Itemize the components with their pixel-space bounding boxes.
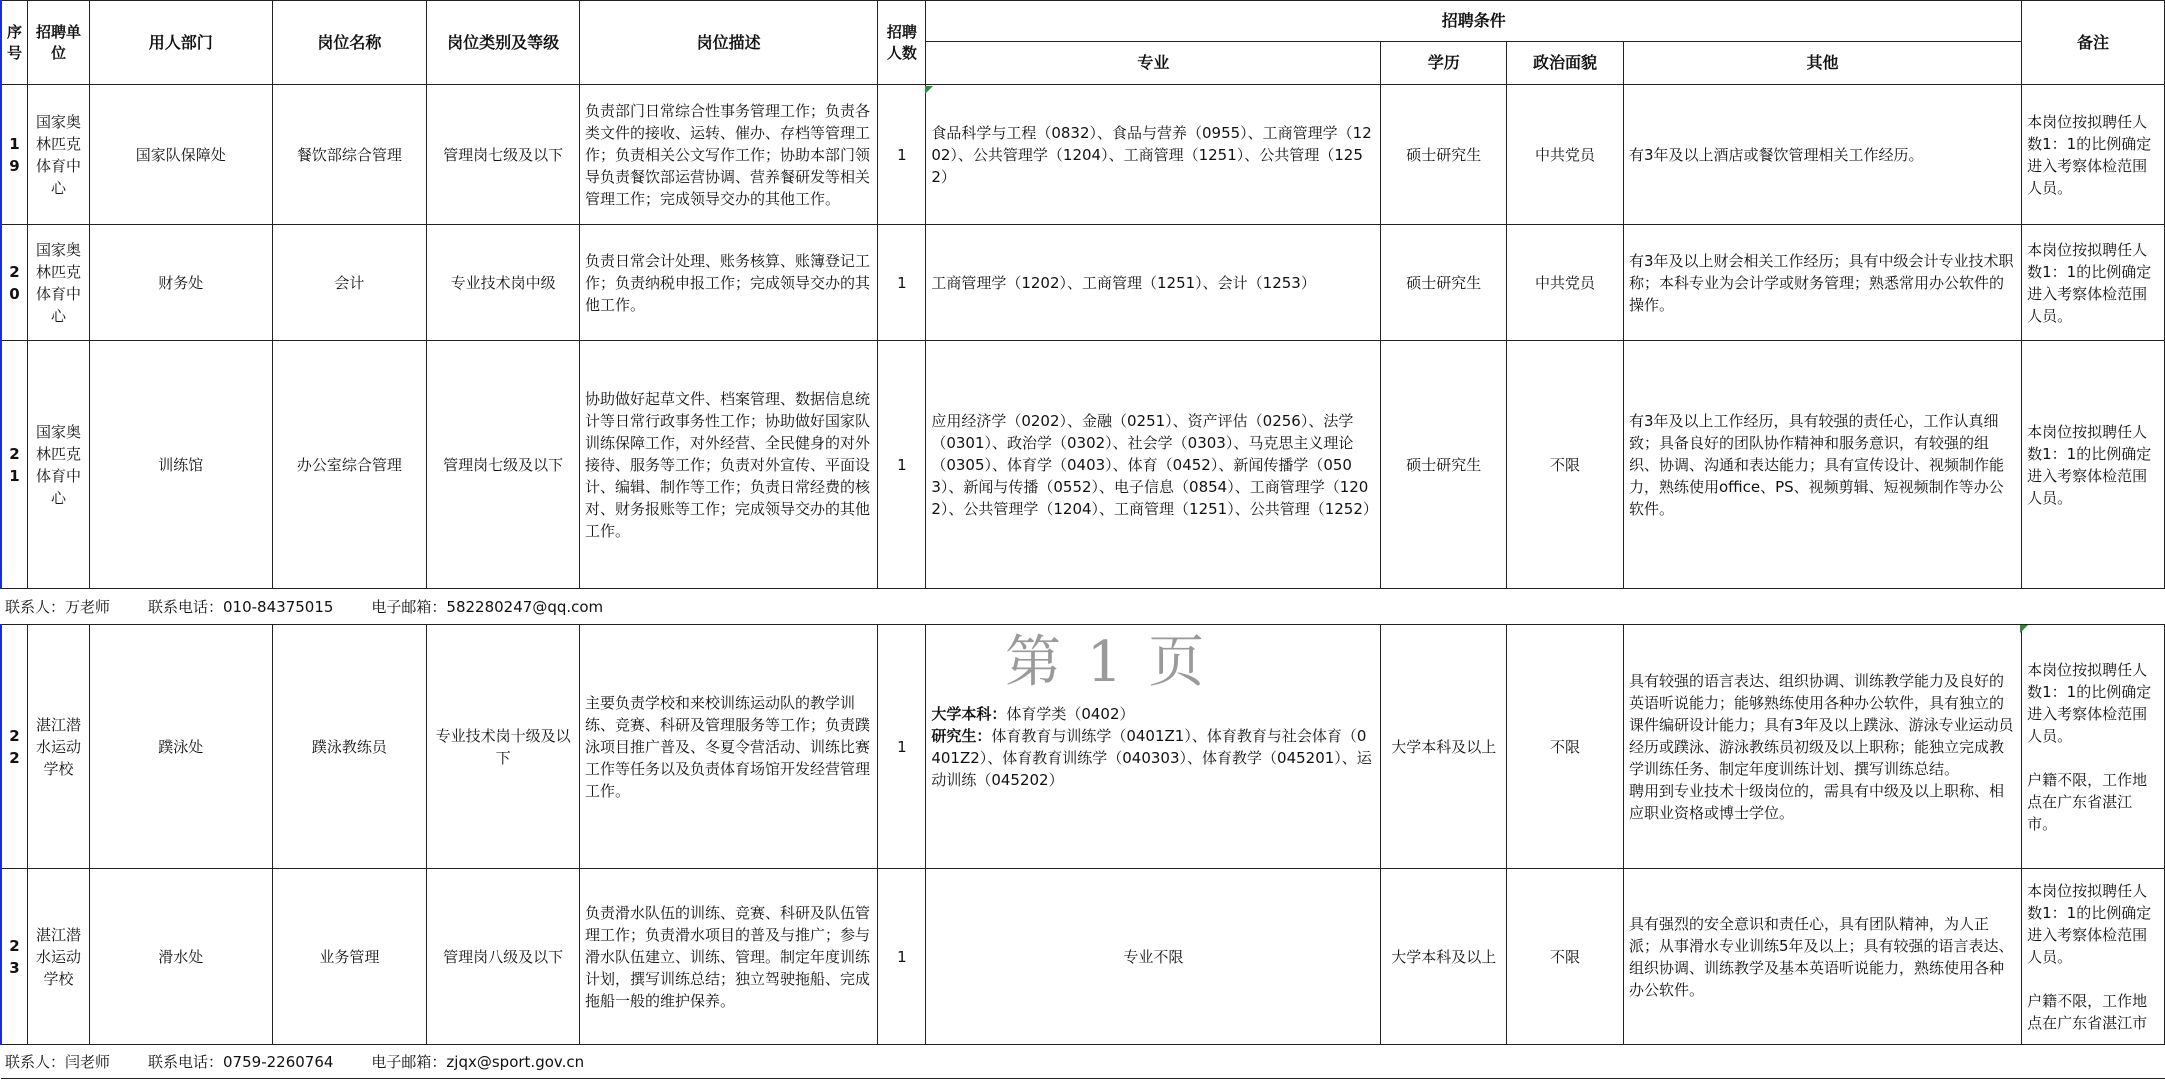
header-conditions: 招聘条件 xyxy=(926,1,2022,42)
header-other: 其他 xyxy=(1623,42,2021,85)
note-ratio: 本岗位按拟聘任人数1：1的比例确定进入考察体检范围人员。 xyxy=(2027,881,2152,966)
row-dept: 蹼泳处 xyxy=(89,625,272,869)
row-desc: 负责部门日常综合性事务管理工作；负责各类文件的接收、运转、催办、存档等管理工作；负责相关公文写作工作；协助本部门领导负责餐饮部运营协调、营养餐研发等相关管理工作；完成领导交办的其他工作。 xyxy=(579,85,877,225)
table-row xyxy=(1,225,2165,341)
row-other: 具有强烈的安全意识和责任心，具有团队精神，为人正派；从事滑水专业训练5年及以上；具有较强的语言表达、组织协调、训练教学及基本英语听说能力，熟练使用各种办公软件。 xyxy=(1623,869,2021,1045)
cell-comment-marker xyxy=(925,86,933,94)
row-unit: 湛江潜水运动学校 xyxy=(28,869,90,1045)
row-major: 专业不限 xyxy=(926,869,1381,1045)
row-note xyxy=(2022,869,2165,1045)
note-location: 户籍不限，工作地点在广东省湛江市 xyxy=(2027,991,2148,1032)
row-dept: 滑水处 xyxy=(89,869,272,1045)
row-seq: 22 xyxy=(1,625,28,869)
row-post: 蹼泳教练员 xyxy=(272,625,427,869)
row-major: 工商管理学（1202）、工商管理（1251）、会计（1253） xyxy=(926,225,1381,341)
contact-phone: 联系电话：010-84375015 xyxy=(148,597,334,616)
row-desc: 协助做好起草文件、档案管理、数据信息统计等日常行政事务性工作；协助做好国家队训练保障工作，对外经营、全民健身的对外接待、服务等工作；负责对外宣传、平面设计、编辑、制作等工作；负责日常经费的核对、财务报账等工作；完成领导交办的其他工作。 xyxy=(579,341,877,589)
row-seq: 19 xyxy=(1,85,28,225)
row-major: 应用经济学（0202）、金融（0251）、资产评估（0256）、法学（0301）、政治学（0302）、社会学（0303）、马克思主义理论（0305）、体育学（0403）、体育（0452）、新闻传播学（0503）、新闻与传播（0552）、电子信息（0854）、工商管理学（1202）、公共管理学（1204）、工商管理（1251）、公共管理（1252） xyxy=(926,341,1381,589)
row-other: 有3年及以上财会相关工作经历；具有中级会计专业技术职称；本科专业为会计学或财务管理；熟悉常用办公软件的操作。 xyxy=(1623,225,2021,341)
major-undergrad-label: 大学本科： xyxy=(931,704,1007,723)
row-count: 1 xyxy=(878,341,926,589)
contact-info xyxy=(1,1045,2165,1079)
row-post: 办公室综合管理 xyxy=(272,341,427,589)
row-seq: 21 xyxy=(1,341,28,589)
table-row xyxy=(1,869,2165,1045)
header-unit: 招聘单位 xyxy=(28,1,90,85)
row-count: 1 xyxy=(878,869,926,1045)
cell-comment-marker xyxy=(2020,625,2028,633)
row-level: 管理岗七级及以下 xyxy=(427,85,580,225)
contact-email: 电子邮箱：zjqx@sport.gov.cn xyxy=(371,1052,585,1071)
row-count: 1 xyxy=(878,225,926,341)
header-dept: 用人部门 xyxy=(89,1,272,85)
row-unit: 国家奥林匹克体育中心 xyxy=(28,85,90,225)
row-edu: 大学本科及以上 xyxy=(1381,625,1507,869)
contact-email: 电子邮箱：582280247@qq.com xyxy=(371,597,604,616)
row-other xyxy=(1623,625,2021,869)
row-note: 本岗位按拟聘任人数1：1的比例确定进入考察体检范围人员。 xyxy=(2022,85,2165,225)
other-requirements: 具有较强的语言表达、组织协调、训练教学能力及良好的英语听说能力；能够熟练使用各种办公软件，具有独立的课件编研设计能力；具有3年及以上蹼泳、游泳专业运动员经历或蹼泳、游泳教练员初级及以上职称；能独立完成教学训练任务、制定年度训练计划、撰写训练总结。 xyxy=(1628,671,2014,778)
header-major: 专业 xyxy=(926,42,1381,85)
header-count: 招聘人数 xyxy=(878,1,926,85)
major-postgrad: 体育教育与训练学（0401Z1）、体育教育与社会体育（0401Z2）、体育教育训练学（040303）、体育教学（045201）、运动训练（045202） xyxy=(931,726,1372,789)
header-edu: 学历 xyxy=(1381,42,1507,85)
header-seq: 序号 xyxy=(1,1,28,85)
contact-name: 联系人：万老师 xyxy=(5,597,111,616)
row-dept: 训练馆 xyxy=(89,341,272,589)
row-political: 不限 xyxy=(1507,341,1624,589)
note-ratio: 本岗位按拟聘任人数1：1的比例确定进入考察体检范围人员。 xyxy=(2027,660,2152,745)
header-post: 岗位名称 xyxy=(272,1,427,85)
row-post: 餐饮部综合管理 xyxy=(272,85,427,225)
page-watermark: 第 1 页 xyxy=(1005,630,1209,695)
major-undergrad: 体育学类（0402） xyxy=(1006,704,1135,723)
row-post: 业务管理 xyxy=(272,869,427,1045)
row-edu: 大学本科及以上 xyxy=(1381,869,1507,1045)
row-note: 本岗位按拟聘任人数1：1的比例确定进入考察体检范围人员。 xyxy=(2022,225,2165,341)
table-row xyxy=(1,85,2165,225)
other-title-requirement: 聘用到专业技术十级岗位的，需具有中级及以上职称、相应职业资格或博士学位。 xyxy=(1628,781,2004,822)
table-row xyxy=(1,341,2165,589)
header-desc: 岗位描述 xyxy=(579,1,877,85)
row-unit: 国家奥林匹克体育中心 xyxy=(28,225,90,341)
row-seq: 20 xyxy=(1,225,28,341)
major-postgrad-label: 研究生： xyxy=(931,726,992,745)
row-major: 食品科学与工程（0832）、食品与营养（0955）、工商管理学（1202）、公共管理学（1204）、工商管理（1251）、公共管理（1252） xyxy=(926,85,1381,225)
row-edu: 硕士研究生 xyxy=(1381,85,1507,225)
row-level: 专业技术岗中级 xyxy=(427,225,580,341)
row-desc: 负责滑水队伍的训练、竞赛、科研及队伍管理工作；负责滑水项目的普及与推广；参与滑水队伍建立、训练、管理。制定年度训练计划，撰写训练总结；独立驾驶拖船、完成拖船一般的维护保养。 xyxy=(579,869,877,1045)
row-edu: 硕士研究生 xyxy=(1381,341,1507,589)
row-dept: 财务处 xyxy=(89,225,272,341)
row-count: 1 xyxy=(878,625,926,869)
row-political: 不限 xyxy=(1507,869,1624,1045)
row-unit: 国家奥林匹克体育中心 xyxy=(28,341,90,589)
row-dept: 国家队保障处 xyxy=(89,85,272,225)
row-seq: 23 xyxy=(1,869,28,1045)
row-count: 1 xyxy=(878,85,926,225)
row-post: 会计 xyxy=(272,225,427,341)
row-unit: 湛江潜水运动学校 xyxy=(28,625,90,869)
row-note xyxy=(2022,625,2165,869)
row-political: 中共党员 xyxy=(1507,225,1624,341)
row-other: 有3年及以上工作经历，具有较强的责任心，工作认真细致；具备良好的团队协作精神和服务意识，有较强的组织、协调、沟通和表达能力；具有宣传设计、视频制作能力，熟练使用office、PS、视频剪辑、短视频制作等办公软件。 xyxy=(1623,341,2021,589)
header-note: 备注 xyxy=(2022,1,2165,85)
row-level: 管理岗七级及以下 xyxy=(427,341,580,589)
header-political: 政治面貌 xyxy=(1507,42,1624,85)
note-location: 户籍不限，工作地点在广东省湛江市。 xyxy=(2027,770,2148,833)
contact-name: 联系人：闫老师 xyxy=(5,1052,111,1071)
contact-row xyxy=(1,1045,2165,1079)
row-edu: 硕士研究生 xyxy=(1381,225,1507,341)
header-level: 岗位类别及等级 xyxy=(427,1,580,85)
contact-phone: 联系电话：0759-2260764 xyxy=(148,1052,334,1071)
row-level: 管理岗八级及以下 xyxy=(427,869,580,1045)
row-political: 不限 xyxy=(1507,625,1624,869)
row-desc: 主要负责学校和来校训练运动队的教学训练、竞赛、科研及管理服务等工作；负责蹼泳项目推广普及、冬夏令营活动、训练比赛工作等任务以及负责体育场馆开发经营管理工作。 xyxy=(579,625,877,869)
row-political: 中共党员 xyxy=(1507,85,1624,225)
row-desc: 负责日常会计处理、账务核算、账簿登记工作；负责纳税申报工作；完成领导交办的其他工作。 xyxy=(579,225,877,341)
header-row-1 xyxy=(1,1,2165,42)
row-other: 有3年及以上酒店或餐饮管理相关工作经历。 xyxy=(1623,85,2021,225)
row-level: 专业技术岗十级及以下 xyxy=(427,625,580,869)
row-note: 本岗位按拟聘任人数1：1的比例确定进入考察体检范围人员。 xyxy=(2022,341,2165,589)
